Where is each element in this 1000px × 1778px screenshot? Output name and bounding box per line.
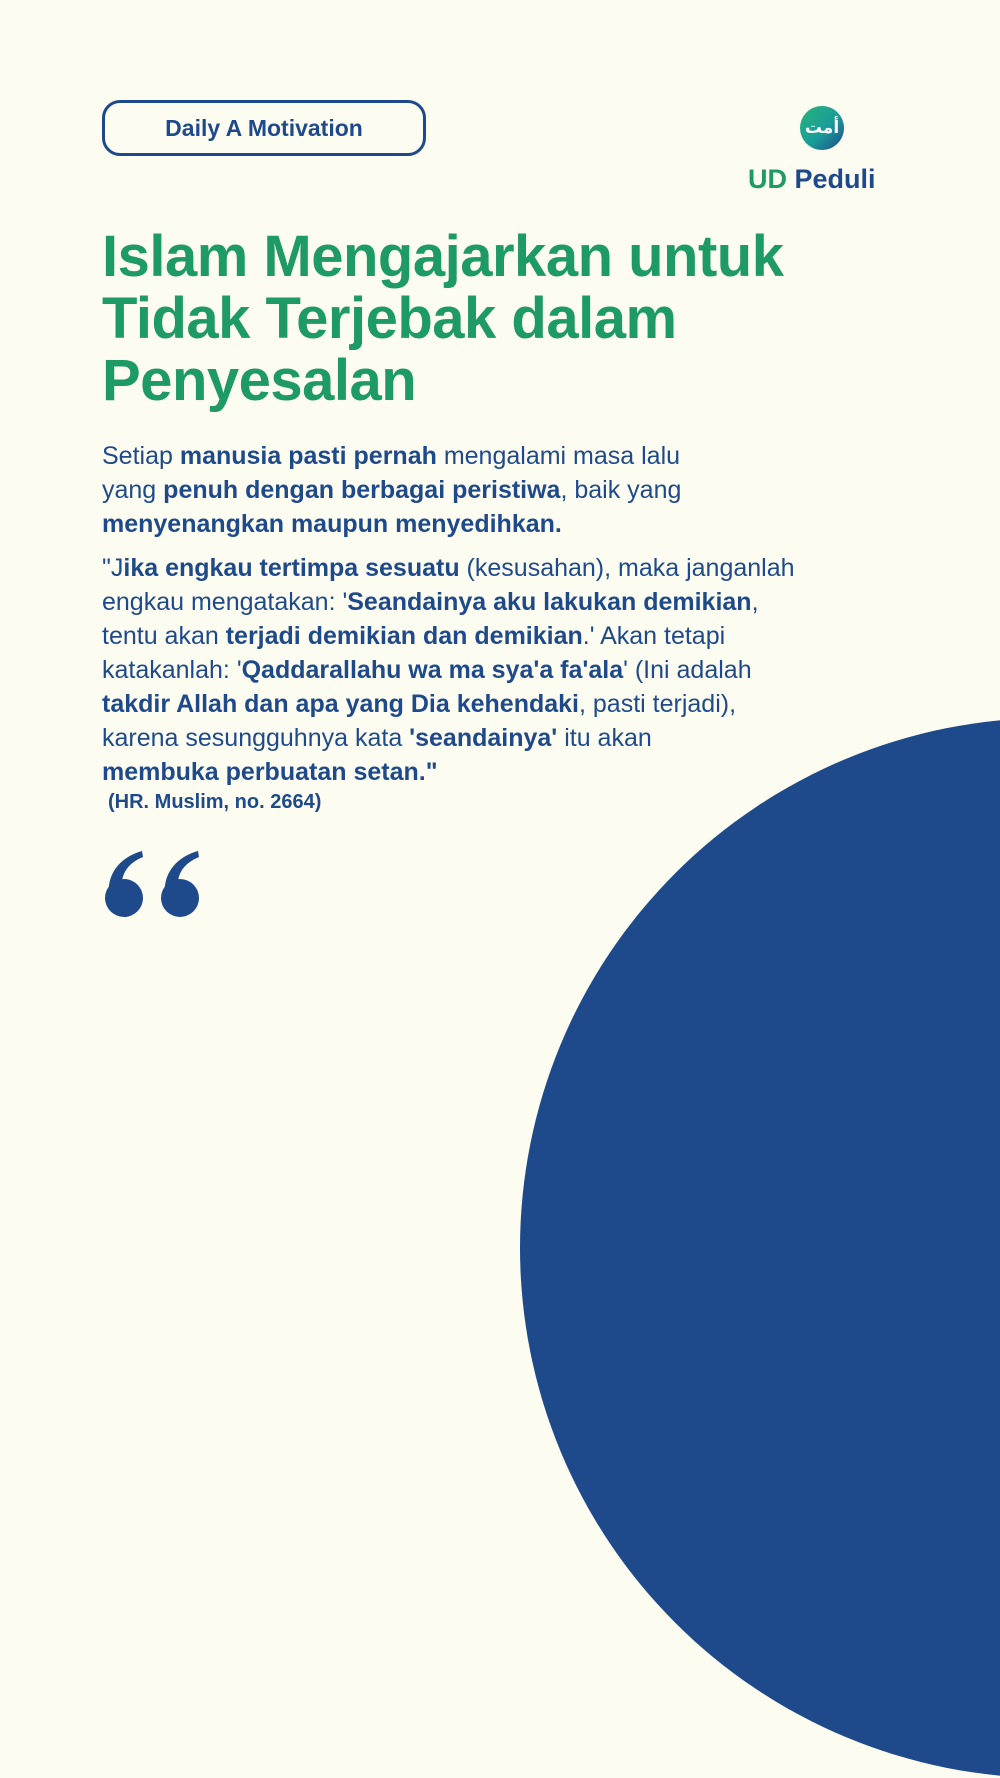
emphasis: 'seandainya' [409,724,558,752]
text: (kesusahan), maka janganlah [459,554,795,582]
hadith-line [102,687,795,721]
text: itu akan [557,724,652,752]
brand-name [748,164,898,195]
text: , pasti terjadi), [579,690,737,718]
title-line: Tidak Terjebak dalam [102,286,677,351]
text: tentu akan [102,622,226,650]
emphasis: terjadi demikian dan demikian [225,622,583,650]
emphasis: takdir Allah dan apa yang Dia kehendaki [102,690,580,718]
hadith-line [102,653,795,687]
intro-line [102,507,681,541]
decorative-circle [520,718,1000,1778]
text: .' Akan tetapi [582,622,726,650]
text: yang [102,476,164,504]
title-line: Islam Mengajarkan untuk [102,224,784,289]
emphasis: manusia pasti pernah [179,442,437,470]
intro-line [102,439,681,473]
emphasis: membuka perbuatan setan." [102,758,438,786]
hadith-line [102,551,795,585]
emphasis: Seandainya aku lakukan demikian [347,588,752,616]
hadith-quote [102,551,795,789]
intro-line [102,473,681,507]
text: Setiap [102,442,180,470]
hadith-line [102,619,795,653]
hadith-line [102,755,795,789]
text: mengalami masa lalu [436,442,681,470]
logo-icon [800,106,844,150]
brand-name-ud: UD [748,164,787,194]
text: "J [102,554,124,582]
category-badge-label: Daily A Motivation [165,114,363,141]
text: ' (Ini adalah [623,656,752,684]
hadith-line [102,585,795,619]
category-badge [102,100,426,156]
emphasis: Qaddarallahu wa ma sya'a fa'ala [241,656,624,684]
emphasis: menyenangkan maupun menyedihkan. [102,510,562,538]
text: , baik yang [560,476,682,504]
quote-icon [104,850,208,922]
text: engkau mengatakan: ' [102,588,348,616]
text: , [751,588,759,616]
page-title [102,226,962,412]
logo-mark-text: أمت [804,118,840,137]
title-line: Penyesalan [102,348,417,413]
hadith-source: (HR. Muslim, no. 2664) [108,791,322,813]
text: karena sesungguhnya kata [102,724,410,752]
brand-logo [748,106,898,196]
brand-name-peduli: Peduli [794,164,876,194]
intro-paragraph [102,439,681,541]
emphasis: penuh dengan berbagai peristiwa [163,476,561,504]
text: katakanlah: ' [102,656,242,684]
hadith-line [102,721,795,755]
emphasis: ika engkau tertimpa sesuatu [123,554,460,582]
